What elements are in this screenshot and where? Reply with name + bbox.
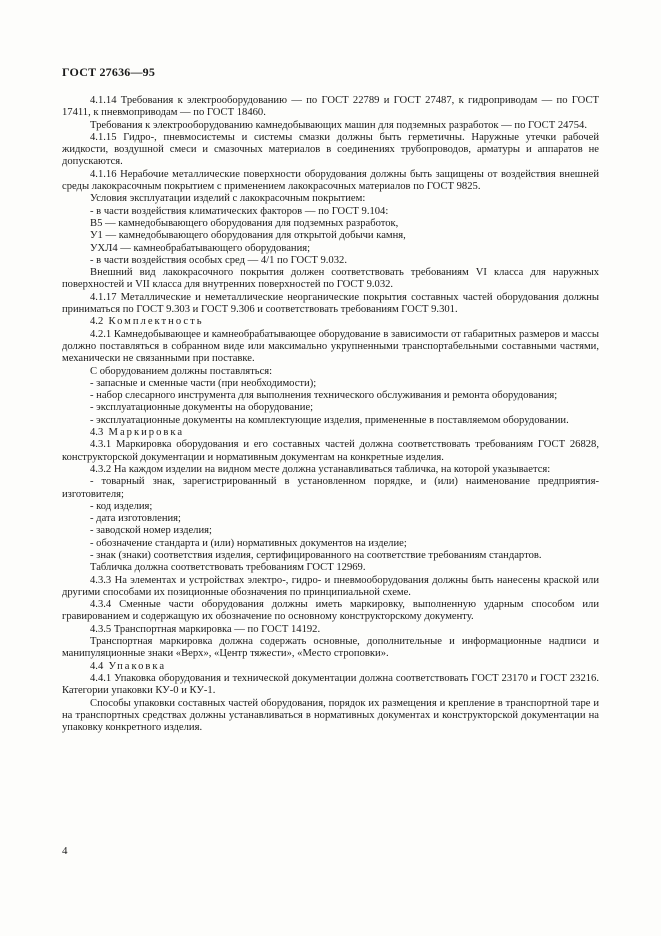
list-item: - товарный знак, зарегистрированный в установленном порядке, и (или) наименование предприятия-изготовителя; (62, 476, 599, 500)
list-item: В5 — камнедобывающего оборудования для подземных разработок, (90, 217, 399, 229)
list-item: - обозначение стандарта и (или) нормативных документов на изделие; (90, 537, 407, 549)
section-heading-4-3 (62, 427, 599, 439)
list-item: - знак (знаки) соответствия изделия, сертифицированного на соответствие требованиям стандартов. (90, 549, 542, 561)
section-title: Упаковка (108, 660, 167, 672)
paragraph: С оборудованием должны поставляться: (90, 365, 273, 377)
list-item: - в части воздействия особых сред — 4/1 по ГОСТ 9.032. (90, 254, 347, 266)
list-item: - код изделия; (90, 500, 153, 512)
section-title: Маркировка (108, 427, 185, 439)
list-item: УХЛ4 — камнеобрабатывающего оборудования; (90, 242, 311, 254)
list-item: - в части воздействия климатических факторов — по ГОСТ 9.104: (90, 205, 389, 217)
list-item: - набор слесарного инструмента для выполнения технического обслуживания и ремонта оборудования; (90, 390, 558, 402)
paragraph: Условия эксплуатации изделий с лакокрасочным покрытием: (90, 193, 366, 205)
document-body (62, 95, 599, 734)
clause-4-3-5: 4.3.5 Транспортная маркировка — по ГОСТ 14192. (90, 623, 321, 635)
clause-4-1-17: 4.1.17 Металлические и неметаллические неорганические покрытия составных частей оборудования должны приниматься по ГОСТ 9.303 и ГОСТ 9.306 и соответствовать требованиям ГОСТ 9.301. (62, 291, 599, 316)
paragraph: Транспортная маркировка должна содержать основные, дополнительные и информационные надписи и манипуляционные знаки «Верх», «Центр тяжести», «Место строповки». (62, 636, 599, 660)
page-number: 4 (62, 845, 68, 857)
section-heading-4-2 (62, 316, 599, 328)
section-title: Комплектность (108, 316, 204, 328)
section-heading-4-4 (62, 661, 599, 673)
clause-4-3-1: 4.3.1 Маркировка оборудования и его составных частей должна соответствовать требованиям ГОСТ 26828, конструкторской документации и нормативным документам на конкретные изделия. (62, 439, 599, 463)
list-item: - дата изготовления; (90, 513, 181, 525)
clause-4-1-14: 4.1.14 Требования к электрооборудованию — по ГОСТ 22789 и ГОСТ 27487, к гидроприводам — по ГОСТ 17411, к пневмоприводам — по ГОСТ 18460. (62, 95, 599, 119)
clause-4-3-3: 4.3.3 На элементах и устройствах электро-, гидро- и пневмооборудования должны быть нанесены краской или другими способами их позиционные обозначения по принципиальной схеме. (62, 574, 599, 598)
paragraph: Внешний вид лакокрасочного покрытия должен соответствовать требованиям VI класса для наружных поверхностей и VII класса для внутренних поверхностей по ГОСТ 9.032. (62, 267, 599, 291)
section-number: 4.3 (90, 427, 104, 439)
document-code-header: ГОСТ 27636—95 (62, 65, 156, 79)
section-number: 4.2 (90, 316, 104, 328)
list-item: - запасные и сменные части (при необходимости); (90, 377, 317, 389)
clause-4-3-4: 4.3.4 Сменные части оборудования должны иметь маркировку, выполненную ударным способом или гравированием и содержащую их обозначение по основному конструкторскому документу. (62, 599, 599, 623)
paragraph: Требования к электрооборудованию камнедобывающих машин для подземных разработок — по ГОСТ 24754. (90, 119, 587, 131)
clause-4-1-16: 4.1.16 Нерабочие металлические поверхности оборудования должны быть защищены от воздействия внешней среды лакокрасочным покрытием с применением лакокрасочных материалов по ГОСТ 9825. (62, 168, 599, 193)
clause-4-3-2: 4.3.2 На каждом изделии на видном месте должна устанавливаться табличка, на которой указывается: (90, 463, 551, 475)
clause-4-1-15: 4.1.15 Гидро-, пневмосистемы и системы смазки должны быть герметичны. Наружные утечки рабочей жидкости, воздушной смеси и смазочных материалов в соединениях трубопроводов, арматуры и аппаратов не допускаются. (62, 131, 599, 168)
clause-4-4-1: 4.4.1 Упаковка оборудования и технической документации должна соответствовать ГОСТ 23170 и ГОСТ 23216. Категории упаковки КУ-0 и КУ-1. (62, 672, 599, 697)
list-item: - эксплуатационные документы на комплектующие изделия, примененные в поставляемом оборудовании. (90, 414, 569, 426)
list-item: У1 — камнедобывающего оборудования для открытой добычи камня, (90, 230, 406, 242)
list-item: - заводской номер изделия; (90, 525, 212, 537)
paragraph: Способы упаковки составных частей оборудования, порядок их размещения и крепление в транспортной таре и на транспортных средствах должны устанавливаться в нормативных документах и конструкторской документации на упаковку конкретного изделия. (62, 697, 599, 734)
clause-4-2-1: 4.2.1 Камнедобывающее и камнеобрабатывающее оборудование в зависимости от габаритных размеров и массы должно поставляться в собранном виде или максимально укрупненными транспортабельными составными частями, механически не связанными при поставке. (62, 328, 599, 365)
paragraph: Табличка должна соответствовать требованиям ГОСТ 12969. (90, 562, 366, 574)
list-item: - эксплуатационные документы на оборудование; (90, 402, 314, 414)
section-number: 4.4 (90, 660, 104, 672)
